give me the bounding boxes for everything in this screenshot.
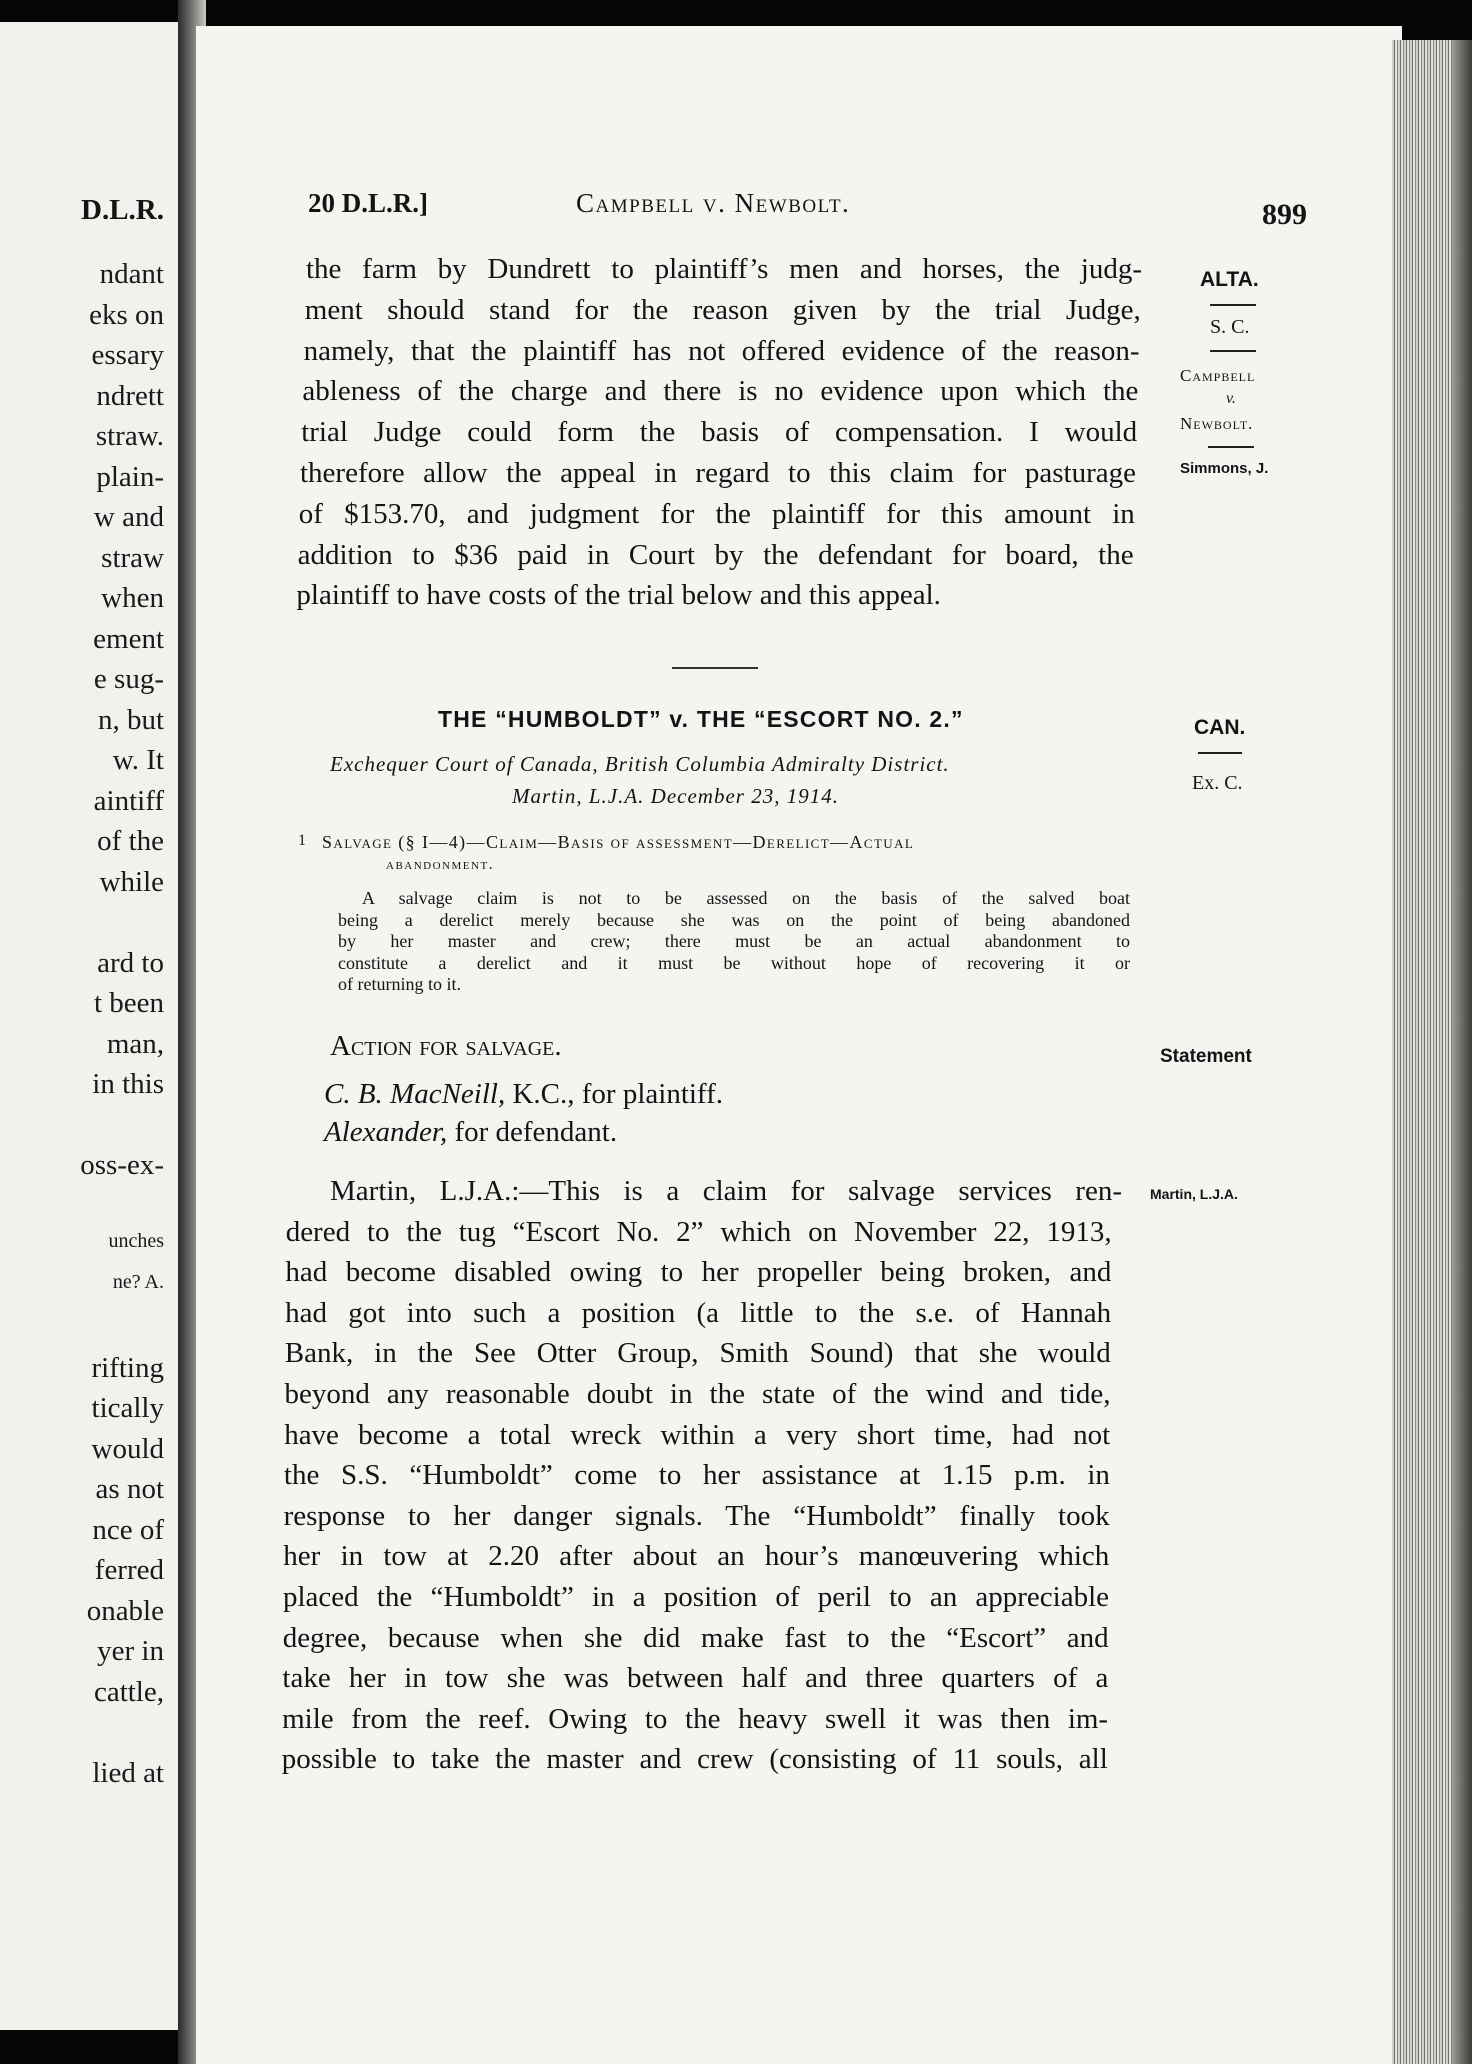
body-line: therefore allow the appeal in regard to this claim for pasturage [300,457,1136,489]
left-page-line: aintiff [93,784,164,817]
left-page-line: ndant [99,258,164,290]
judgment-line: response to her danger signals. The “Humboldt” finally took [283,1499,1110,1532]
judgment-line: possible to take the master and crew (consisting of 11 souls, all [281,1743,1108,1776]
judgment-line: beyond any reasonable doubt in the state of the wind and tide, [284,1378,1111,1410]
judgment-line: degree, because when she did make fast to the “Escort” and [282,1621,1109,1654]
case-title: THE “HUMBOLDT” v. THE “ESCORT NO. 2.” [438,706,964,732]
left-page-line: as not [95,1473,164,1505]
judgment-line: mile from the reef. Owing to the heavy swell it was then im- [282,1702,1109,1735]
margin-rule [1208,446,1254,448]
judgment-line: Martin, L.J.A.:—This is a claim for salvage services ren- [330,1175,1122,1207]
running-head-volume: 20 D.L.R.] [308,188,428,218]
body-line: namely, that the plaintiff has not offered evidence of the reason- [303,334,1140,367]
left-page-line: when [101,582,164,614]
counsel-defendant-name: Alexander, [324,1116,448,1148]
left-page-line: eks on [89,298,164,331]
judgment-line: the S.S. “Humboldt” come to her assistance at 1.15 p.m. in [283,1459,1110,1492]
body-line: trial Judge could form the basis of compensation. I would [301,416,1138,449]
left-page-line: lied at [92,1756,164,1789]
margin-judge-2: Martin, L.J.A. [1150,1186,1238,1202]
margin-rule [1210,304,1256,306]
headnote-line: of returning to it. [338,974,461,994]
left-page-line: ndrett [96,379,164,412]
headnote-line: A salvage claim is not to be assessed on the basis of the salved boat [362,888,1130,908]
headnote-label-2: abandonment. [386,856,495,873]
left-page-line: onable [86,1594,164,1627]
margin-judge: Simmons, J. [1180,460,1269,477]
counsel-plaintiff-name: C. B. MacNeill, [324,1078,506,1110]
left-page-line: straw. [95,420,164,452]
left-page-line: ement [93,622,164,655]
left-page-line: tically [91,1392,164,1424]
judgment-line: Bank, in the See Otter Group, Smith Sound) that she would [284,1337,1111,1370]
margin-province-2: CAN. [1194,716,1246,739]
page-edges [1392,40,1458,2064]
left-page-line: in this [92,1068,164,1100]
headnote-label: Salvage (§ I—4)—Claim—Basis of assessment—Derelict—Actual [322,832,915,852]
left-page-line: nce of [92,1513,164,1546]
judgment-line: had become disabled owing to her propeller being broken, and [285,1256,1112,1289]
left-page-line: ferred [94,1554,164,1586]
margin-rule [1198,752,1242,754]
headnote-line: by her master and crew; there must be an actual abandonment to [338,931,1130,951]
page-edges-shadow [1452,40,1472,2064]
left-page-line: w and [93,501,164,533]
headnote-number: 1 [298,832,306,849]
left-page-line: essary [91,339,164,371]
headnote-line: being a derelict merely because she was on the point of being abandoned [338,909,1130,930]
margin-statement: Statement [1160,1046,1252,1067]
left-page-line: rifting [91,1351,164,1384]
left-page-line: cattle, [93,1675,164,1708]
judgment-line: had got into such a position (a little to the s.e. of Hannah [285,1296,1112,1329]
judgment-line: placed the “Humboldt” in a position of peril to an appreciable [283,1581,1109,1613]
body-line: addition to $36 paid in Court by the defendant for board, the [297,538,1134,571]
action-line: Action for salvage. [330,1030,562,1062]
left-page-line: would [91,1432,164,1465]
left-page-line: while [99,865,164,898]
section-rule [672,667,758,669]
counsel-defendant [324,1116,617,1149]
judgment-line: dered to the tug “Escort No. 2” which on November 22, 1913, [285,1215,1112,1248]
margin-province: ALTA. [1200,268,1259,291]
body-line: the farm by Dundrett to plaintiff’s men and horses, the judg- [306,253,1142,285]
left-page-line: unches [108,1230,164,1252]
left-page-line: ne? A. [112,1270,164,1293]
counsel-plaintiff [324,1078,723,1111]
left-page-line: e sug- [93,663,164,695]
judgment-line: take her in tow she was between half and three quarters of a [282,1662,1109,1695]
left-page-line: yer in [97,1635,164,1667]
left-page-line: n, but [97,703,164,736]
left-page-line: straw [101,541,164,574]
left-page-line: t been [93,987,164,1019]
court-line-1: Exchequer Court of Canada, British Columbia Admiralty District. [330,752,950,776]
court-line-2: Martin, L.J.A. December 23, 1914. [512,784,839,808]
page-number: 899 [1262,198,1307,231]
body-line: of $153.70, and judgment for the plaintiff for this amount in [298,497,1135,530]
body-line: ment should stand for the reason given by the trial Judge, [304,293,1141,326]
headnote-line: constitute a derelict and it must be without hope of recovering it or [338,952,1130,973]
margin-court-2: Ex. C. [1192,772,1243,794]
left-page-line: of the [97,825,164,857]
previous-page-fragment [0,22,184,2030]
left-page-line: ard to [97,946,164,979]
margin-rule [1210,350,1256,352]
body-line: plaintiff to have costs of the trial below and this appeal. [296,579,941,612]
margin-court: S. C. [1210,316,1250,338]
left-page-line: plain- [96,460,164,493]
left-page-line: w. It [112,744,164,776]
left-page-header: D.L.R. [81,194,164,226]
margin-case-line2: v. [1226,390,1236,407]
counsel-plaintiff-role: K.C., for plaintiff. [512,1078,723,1110]
left-page-line: man, [106,1027,164,1060]
body-line: ableness of the charge and there is no evidence upon which the [302,375,1139,408]
judgment-line: have become a total wreck within a very short time, had not [284,1418,1111,1451]
judgment-line: her in tow at 2.20 after about an hour’s manœuvering which [283,1540,1110,1573]
running-head-title: Campbell v. Newbolt. [576,188,851,218]
margin-case-line3: Newbolt. [1180,414,1254,433]
left-page-line: oss-ex- [80,1149,164,1181]
margin-case-line1: Campbell [1180,366,1256,385]
counsel-defendant-role: for defendant. [454,1116,618,1148]
